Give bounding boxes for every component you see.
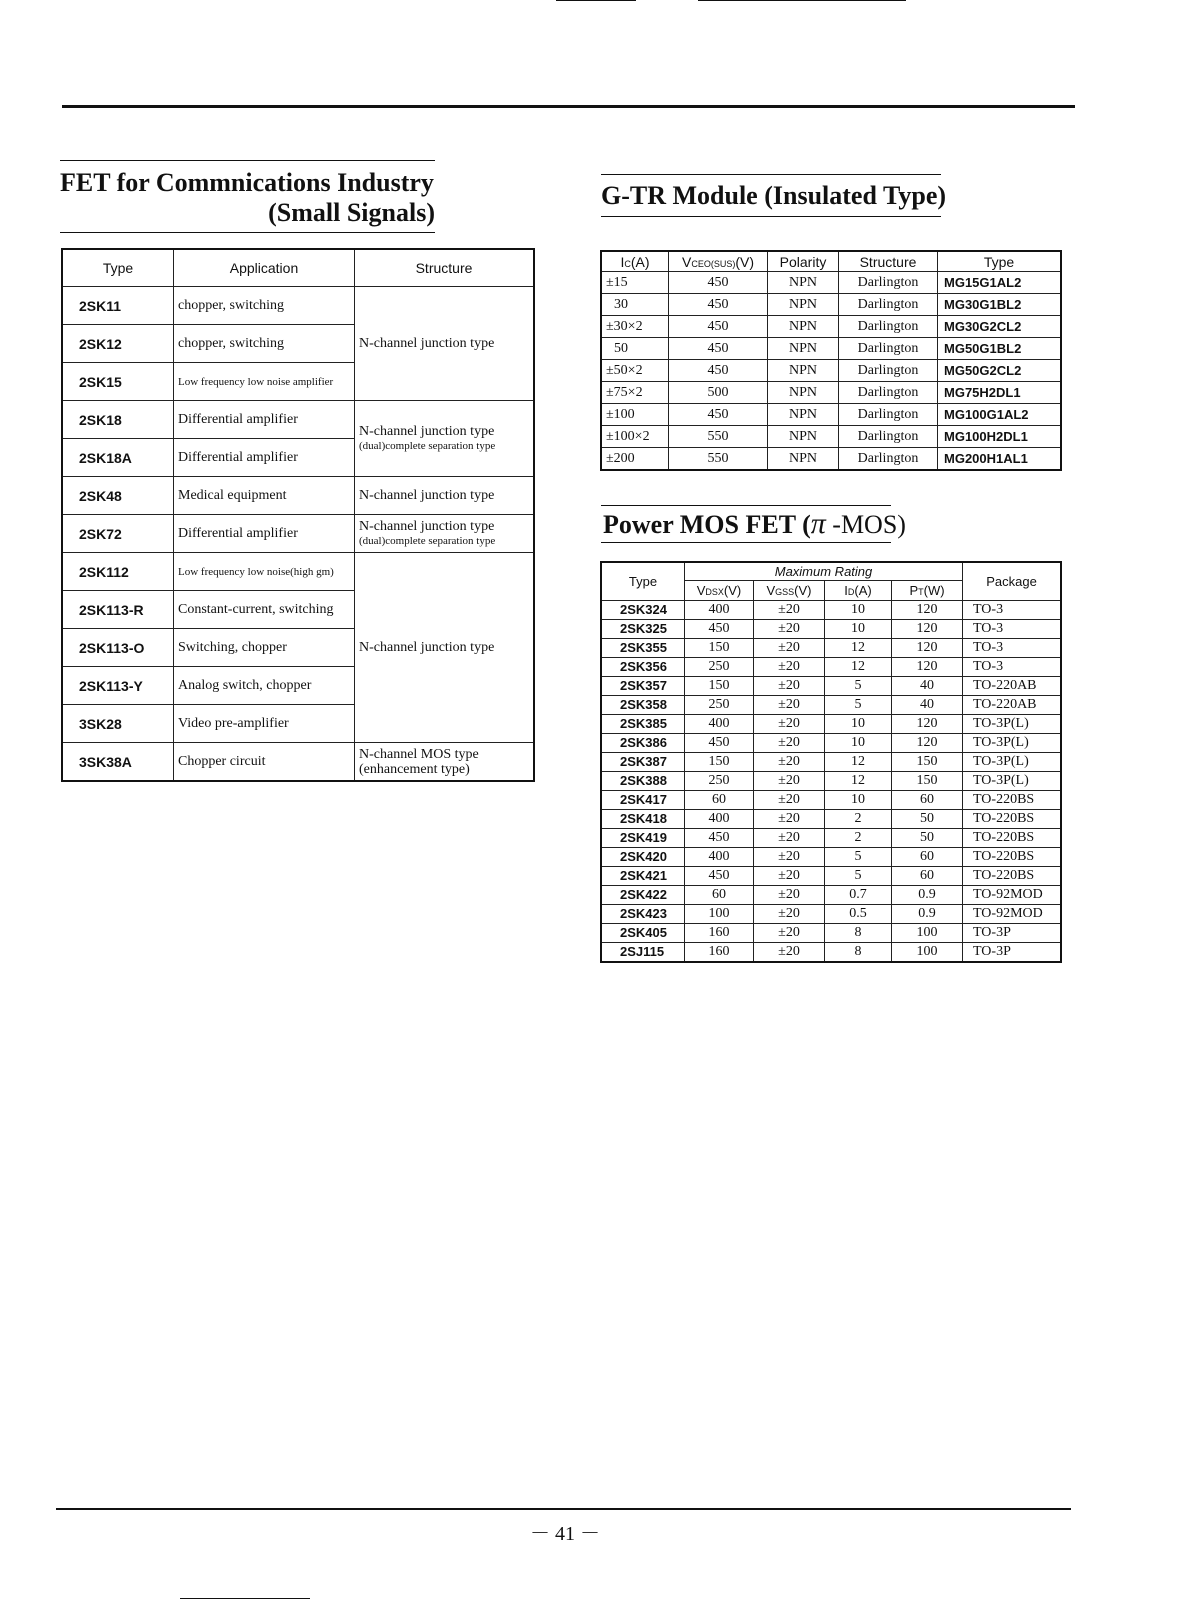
cell-type: 2SJ115: [601, 943, 685, 963]
cell-type: 2SK324: [601, 601, 685, 620]
cell-type: 2SK11: [62, 287, 174, 325]
fet-title-underline: [60, 232, 435, 233]
cell-vgss: ±20: [754, 658, 825, 677]
cell-id: 12: [825, 753, 892, 772]
table-row: [601, 905, 1061, 924]
cell-vdsx: 250: [685, 696, 754, 715]
cell-type: 2SK112: [62, 553, 174, 591]
cell-type: 2SK325: [601, 620, 685, 639]
top-rule: [62, 105, 1075, 108]
cell-type: MG100G1AL2: [938, 404, 1062, 426]
header-structure: Structure: [355, 249, 535, 287]
mos-table: [600, 561, 1062, 963]
cell-ic: ±100: [601, 404, 669, 426]
cell-id: 5: [825, 677, 892, 696]
cell-type: 3SK38A: [62, 743, 174, 782]
cell-type: 2SK15: [62, 363, 174, 401]
cell-package: TO-3P(L): [963, 753, 1062, 772]
cell-package: TO-220AB: [963, 696, 1062, 715]
cell-id: 12: [825, 772, 892, 791]
cell-type: 2SK386: [601, 734, 685, 753]
header-structure: Structure: [839, 251, 938, 272]
cell-pt: 120: [892, 620, 963, 639]
cell-structure: [355, 743, 535, 782]
cell-structure: Darlington: [839, 272, 938, 294]
cell-application: chopper, switching: [174, 287, 355, 325]
cell-type: 2SK405: [601, 924, 685, 943]
cell-vgss: ±20: [754, 620, 825, 639]
cell-vdsx: 250: [685, 772, 754, 791]
cell-polarity: NPN: [768, 294, 839, 316]
cell-vdsx: 450: [685, 620, 754, 639]
cell-structure: Darlington: [839, 294, 938, 316]
cell-type: 2SK113-R: [62, 591, 174, 629]
table-row: [601, 772, 1061, 791]
cell-type: MG75H2DL1: [938, 382, 1062, 404]
cell-type: 2SK18A: [62, 439, 174, 477]
cell-pt: 120: [892, 601, 963, 620]
cell-pt: 60: [892, 848, 963, 867]
scan-mark-bottom: [180, 1598, 310, 1599]
table-row: [601, 294, 1061, 316]
cell-vgss: ±20: [754, 639, 825, 658]
header-vdsx: VDSX(V): [685, 581, 754, 601]
cell-package: TO-220AB: [963, 677, 1062, 696]
structure-line: N-channel junction type: [359, 518, 495, 534]
cell-type: 2SK419: [601, 829, 685, 848]
cell-vdsx: 450: [685, 829, 754, 848]
table-row: [601, 753, 1061, 772]
table-row: [601, 620, 1061, 639]
fet-title-line2: (Small Signals): [268, 198, 435, 227]
table-row: [601, 272, 1061, 294]
cell-ic: ±50×2: [601, 360, 669, 382]
cell-pt: 60: [892, 791, 963, 810]
header-type: Type: [601, 562, 685, 601]
structure-note: (enhancement type): [359, 761, 470, 777]
fet-title-rule: [60, 160, 435, 161]
cell-application: Medical equipment: [174, 477, 355, 515]
structure-note: (dual)complete separation type: [359, 534, 496, 547]
cell-type: 2SK423: [601, 905, 685, 924]
cell-structure: Darlington: [839, 316, 938, 338]
cell-id: 2: [825, 829, 892, 848]
cell-pt: 120: [892, 658, 963, 677]
cell-package: TO-220BS: [963, 829, 1062, 848]
cell-structure: [355, 401, 535, 477]
table-row: [601, 426, 1061, 448]
table-row: [601, 829, 1061, 848]
cell-type: 2SK357: [601, 677, 685, 696]
cell-polarity: NPN: [768, 426, 839, 448]
cell-application: Video pre-amplifier: [174, 705, 355, 743]
table-row: [601, 639, 1061, 658]
table-header-row: [601, 251, 1061, 272]
cell-ic: ±100×2: [601, 426, 669, 448]
structure-line: N-channel MOS type: [359, 746, 479, 762]
mos-title-text-end: -MOS): [825, 510, 906, 539]
gtr-table: [600, 250, 1062, 471]
cell-vce: 450: [669, 316, 768, 338]
cell-vce: 450: [669, 404, 768, 426]
cell-type: 2SK12: [62, 325, 174, 363]
cell-type: 2SK422: [601, 886, 685, 905]
cell-structure: N-channel junction type: [355, 553, 535, 743]
cell-vdsx: 400: [685, 715, 754, 734]
cell-application: Low frequency low noise(high gm): [174, 553, 355, 591]
header-vgss: VGSS(V): [754, 581, 825, 601]
cell-vdsx: 150: [685, 753, 754, 772]
cell-type: MG30G1BL2: [938, 294, 1062, 316]
page-number: － 41 －: [530, 1523, 600, 1545]
cell-vdsx: 450: [685, 734, 754, 753]
cell-structure: Darlington: [839, 360, 938, 382]
table-row: [601, 404, 1061, 426]
cell-type: MG50G2CL2: [938, 360, 1062, 382]
table-row: [601, 382, 1061, 404]
table-row: [601, 924, 1061, 943]
fet-table: [61, 248, 535, 782]
cell-application: chopper, switching: [174, 325, 355, 363]
cell-vgss: ±20: [754, 829, 825, 848]
cell-type: 2SK388: [601, 772, 685, 791]
table-row: [62, 287, 534, 325]
cell-vdsx: 60: [685, 791, 754, 810]
cell-type: 2SK417: [601, 791, 685, 810]
cell-type: 2SK18: [62, 401, 174, 439]
cell-type: 2SK113-O: [62, 629, 174, 667]
table-row: [601, 316, 1061, 338]
cell-structure: Darlington: [839, 404, 938, 426]
cell-vdsx: 400: [685, 810, 754, 829]
cell-vgss: ±20: [754, 772, 825, 791]
cell-structure: Darlington: [839, 448, 938, 471]
header-ic: IC(A): [601, 251, 669, 272]
cell-id: 0.7: [825, 886, 892, 905]
cell-id: 8: [825, 924, 892, 943]
cell-id: 5: [825, 867, 892, 886]
cell-vgss: ±20: [754, 677, 825, 696]
cell-vgss: ±20: [754, 753, 825, 772]
cell-application: Differential amplifier: [174, 401, 355, 439]
cell-structure: Darlington: [839, 338, 938, 360]
cell-application: Differential amplifier: [174, 515, 355, 553]
cell-id: 12: [825, 658, 892, 677]
cell-polarity: NPN: [768, 272, 839, 294]
structure-note: (dual)complete separation type: [359, 439, 496, 452]
gtr-title-underline: [601, 216, 941, 217]
cell-pt: 60: [892, 867, 963, 886]
cell-vce: 450: [669, 294, 768, 316]
cell-id: 12: [825, 639, 892, 658]
cell-polarity: NPN: [768, 338, 839, 360]
scan-mark-top: [556, 0, 636, 1]
cell-ic: 50: [601, 338, 669, 360]
table-row: [62, 743, 534, 782]
cell-id: 10: [825, 601, 892, 620]
table-row: [601, 338, 1061, 360]
cell-type: 2SK355: [601, 639, 685, 658]
header-max-rating: Maximum Rating: [685, 562, 963, 581]
mos-title-text: Power MOS FET (: [603, 510, 811, 539]
mos-title-underline: [601, 542, 891, 543]
cell-structure: N-channel junction type: [355, 477, 535, 515]
cell-vgss: ±20: [754, 601, 825, 620]
cell-ic: ±15: [601, 272, 669, 294]
cell-type: 3SK28: [62, 705, 174, 743]
cell-vgss: ±20: [754, 848, 825, 867]
cell-type: 2SK113-Y: [62, 667, 174, 705]
cell-id: 5: [825, 696, 892, 715]
gtr-title: G-TR Module (Insulated Type): [601, 181, 947, 210]
cell-vgss: ±20: [754, 810, 825, 829]
cell-ic: ±30×2: [601, 316, 669, 338]
cell-vdsx: 60: [685, 886, 754, 905]
cell-pt: 0.9: [892, 905, 963, 924]
cell-vce: 450: [669, 360, 768, 382]
cell-package: TO-3P: [963, 943, 1062, 963]
cell-vce: 500: [669, 382, 768, 404]
cell-package: TO-3P(L): [963, 734, 1062, 753]
cell-vce: 450: [669, 338, 768, 360]
cell-package: TO-3P: [963, 924, 1062, 943]
table-row: [601, 734, 1061, 753]
cell-pt: 100: [892, 943, 963, 963]
cell-vdsx: 400: [685, 601, 754, 620]
cell-vce: 450: [669, 272, 768, 294]
cell-pt: 40: [892, 696, 963, 715]
cell-package: TO-3: [963, 620, 1062, 639]
cell-id: 10: [825, 715, 892, 734]
table-row: [62, 515, 534, 553]
cell-package: TO-220BS: [963, 810, 1062, 829]
cell-application: Low frequency low noise amplifier: [174, 363, 355, 401]
header-package: Package: [963, 562, 1062, 601]
cell-package: TO-92MOD: [963, 905, 1062, 924]
cell-vgss: ±20: [754, 867, 825, 886]
cell-vgss: ±20: [754, 715, 825, 734]
cell-package: TO-220BS: [963, 848, 1062, 867]
cell-application: Constant-current, switching: [174, 591, 355, 629]
cell-pt: 40: [892, 677, 963, 696]
table-row: [601, 791, 1061, 810]
cell-type: MG30G2CL2: [938, 316, 1062, 338]
mos-title: [603, 509, 906, 540]
cell-structure: Darlington: [839, 382, 938, 404]
cell-package: TO-220BS: [963, 867, 1062, 886]
cell-vdsx: 400: [685, 848, 754, 867]
cell-package: TO-3: [963, 658, 1062, 677]
cell-vgss: ±20: [754, 905, 825, 924]
cell-polarity: NPN: [768, 382, 839, 404]
header-vce: VCEO(SUS)(V): [669, 251, 768, 272]
cell-type: 2SK387: [601, 753, 685, 772]
table-row: [62, 477, 534, 515]
cell-structure: [355, 515, 535, 553]
mos-title-rule: [601, 505, 891, 506]
cell-pt: 120: [892, 639, 963, 658]
table-row: [601, 601, 1061, 620]
cell-vgss: ±20: [754, 924, 825, 943]
cell-pt: 100: [892, 924, 963, 943]
cell-type: MG15G1AL2: [938, 272, 1062, 294]
cell-package: TO-220BS: [963, 791, 1062, 810]
cell-vce: 550: [669, 448, 768, 471]
cell-type: 2SK48: [62, 477, 174, 515]
table-row: [601, 848, 1061, 867]
cell-structure: N-channel junction type: [355, 287, 535, 401]
cell-vdsx: 150: [685, 677, 754, 696]
cell-pt: 0.9: [892, 886, 963, 905]
cell-ic: 30: [601, 294, 669, 316]
cell-package: TO-3P(L): [963, 772, 1062, 791]
cell-type: 2SK418: [601, 810, 685, 829]
cell-vdsx: 250: [685, 658, 754, 677]
header-pt: PT(W): [892, 581, 963, 601]
cell-package: TO-3: [963, 601, 1062, 620]
cell-type: MG100H2DL1: [938, 426, 1062, 448]
cell-structure: Darlington: [839, 426, 938, 448]
cell-type: 2SK72: [62, 515, 174, 553]
cell-type: MG200H1AL1: [938, 448, 1062, 471]
cell-package: TO-3: [963, 639, 1062, 658]
header-application: Application: [174, 249, 355, 287]
cell-type: 2SK356: [601, 658, 685, 677]
table-row: [601, 886, 1061, 905]
cell-type: 2SK358: [601, 696, 685, 715]
cell-pt: 50: [892, 810, 963, 829]
fet-title: [60, 168, 435, 228]
cell-polarity: NPN: [768, 316, 839, 338]
structure-line: N-channel junction type: [359, 423, 495, 439]
cell-vce: 550: [669, 426, 768, 448]
table-row: [601, 658, 1061, 677]
cell-vdsx: 150: [685, 639, 754, 658]
cell-package: TO-3P(L): [963, 715, 1062, 734]
gtr-title-rule: [601, 174, 941, 175]
cell-vgss: ±20: [754, 886, 825, 905]
table-row: [601, 360, 1061, 382]
cell-id: 10: [825, 620, 892, 639]
cell-application: Differential amplifier: [174, 439, 355, 477]
cell-ic: ±200: [601, 448, 669, 471]
table-row: [601, 715, 1061, 734]
cell-id: 0.5: [825, 905, 892, 924]
cell-package: TO-92MOD: [963, 886, 1062, 905]
cell-vgss: ±20: [754, 943, 825, 963]
header-type: Type: [938, 251, 1062, 272]
cell-polarity: NPN: [768, 448, 839, 471]
cell-id: 8: [825, 943, 892, 963]
bottom-rule: [56, 1508, 1071, 1510]
cell-vdsx: 160: [685, 943, 754, 963]
cell-type: 2SK421: [601, 867, 685, 886]
cell-pt: 120: [892, 715, 963, 734]
cell-pt: 50: [892, 829, 963, 848]
cell-vdsx: 100: [685, 905, 754, 924]
cell-vdsx: 450: [685, 867, 754, 886]
table-row: [62, 553, 534, 591]
cell-vgss: ±20: [754, 696, 825, 715]
table-header-row: [601, 562, 1061, 581]
header-id: ID(A): [825, 581, 892, 601]
cell-ic: ±75×2: [601, 382, 669, 404]
cell-id: 10: [825, 734, 892, 753]
table-row: [601, 696, 1061, 715]
table-row: [601, 448, 1061, 471]
header-polarity: Polarity: [768, 251, 839, 272]
cell-id: 2: [825, 810, 892, 829]
cell-polarity: NPN: [768, 404, 839, 426]
table-header-row: [62, 249, 534, 287]
cell-vdsx: 160: [685, 924, 754, 943]
cell-pt: 120: [892, 734, 963, 753]
cell-application: Chopper circuit: [174, 743, 355, 782]
header-type: Type: [62, 249, 174, 287]
cell-id: 10: [825, 791, 892, 810]
table-row: [62, 401, 534, 439]
table-row: [601, 677, 1061, 696]
fet-title-line1: FET for Commnications Industry: [60, 168, 434, 197]
cell-type: MG50G1BL2: [938, 338, 1062, 360]
scan-mark-top: [698, 0, 906, 1]
cell-polarity: NPN: [768, 360, 839, 382]
table-row: [601, 867, 1061, 886]
cell-vgss: ±20: [754, 791, 825, 810]
cell-pt: 150: [892, 772, 963, 791]
cell-type: 2SK420: [601, 848, 685, 867]
cell-application: Switching, chopper: [174, 629, 355, 667]
table-row: [601, 943, 1061, 963]
cell-application: Analog switch, chopper: [174, 667, 355, 705]
cell-vgss: ±20: [754, 734, 825, 753]
cell-type: 2SK385: [601, 715, 685, 734]
table-row: [601, 810, 1061, 829]
cell-id: 5: [825, 848, 892, 867]
pi-symbol: π: [810, 507, 826, 540]
cell-pt: 150: [892, 753, 963, 772]
